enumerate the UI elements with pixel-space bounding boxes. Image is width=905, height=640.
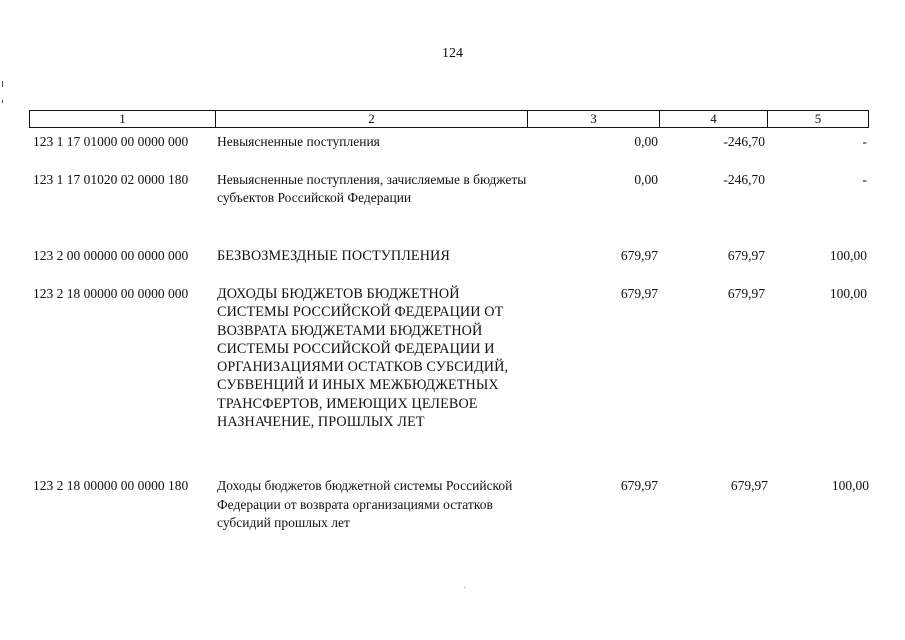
row-value-col3: 679,97 [620, 478, 658, 493]
column-header-2: 2 [216, 111, 528, 127]
row-value-col5: 100,00 [829, 248, 867, 263]
row-code: 123 2 00 00000 00 0000 000 [33, 248, 189, 263]
margin-mark [2, 100, 3, 103]
column-header-4: 4 [660, 111, 768, 127]
row-value-col4: 679,97 [727, 248, 765, 263]
row-value-col3: 679,97 [620, 286, 658, 301]
row-value-col5: - [862, 134, 867, 149]
row-value-col3: 679,97 [620, 248, 658, 263]
table-header-row [29, 110, 869, 128]
row-value-col3: 0,00 [634, 134, 658, 149]
page-number: 124 [442, 46, 463, 61]
row-value-col3: 0,00 [634, 172, 658, 187]
row-code: 123 1 17 01020 02 0000 180 [33, 172, 189, 187]
row-value-col5: 100,00 [829, 286, 867, 301]
column-header-5: 5 [814, 111, 822, 126]
margin-mark [2, 81, 3, 87]
row-value-col4: -246,70 [723, 134, 765, 149]
row-code: 123 1 17 01000 00 0000 000 [33, 134, 189, 149]
row-value-col5: 100,00 [831, 478, 869, 493]
column-header-3: 3 [528, 111, 660, 127]
scan-speck [464, 587, 466, 588]
column-header-1: 1 [30, 111, 216, 127]
row-code: 123 2 18 00000 00 0000 180 [33, 478, 189, 493]
row-name: ДОХОДЫ БЮДЖЕТОВ БЮДЖЕТНОЙ СИСТЕМЫ РОССИЙСКОЙ ФЕДЕРАЦИИ ОТ ВОЗВРАТА БЮДЖЕТАМИ БЮДЖЕТНОЙ СИСТЕМЫ РОССИЙСКОЙ ФЕДЕРАЦИИ И ОРГАНИЗАЦИЯМИ ОСТАТКОВ СУБСИДИЙ, СУБВЕНЦИЙ И ИНЫХ МЕЖБЮДЖЕТНЫХ ТРАНСФЕРТОВ, ИМЕЮЩИХ ЦЕЛЕВОЕ НАЗНАЧЕНИЕ, ПРОШЛЫХ ЛЕТ [217, 286, 509, 431]
row-value-col4: 679,97 [730, 478, 768, 493]
row-name: БЕЗВОЗМЕЗДНЫЕ ПОСТУПЛЕНИЯ [217, 248, 450, 264]
row-value-col4: 679,97 [727, 286, 765, 301]
row-name: Невыясненные поступления, зачисляемые в бюджеты субъектов Российской Федерации [217, 172, 527, 205]
row-name: Невыясненные поступления [217, 134, 380, 149]
row-value-col4: -246,70 [723, 172, 765, 187]
row-value-col5: - [862, 172, 867, 187]
row-code: 123 2 18 00000 00 0000 000 [33, 286, 189, 301]
row-name: Доходы бюджетов бюджетной системы Российской Федерации от возврата организациями остатков субсидий прошлых лет [217, 478, 513, 530]
